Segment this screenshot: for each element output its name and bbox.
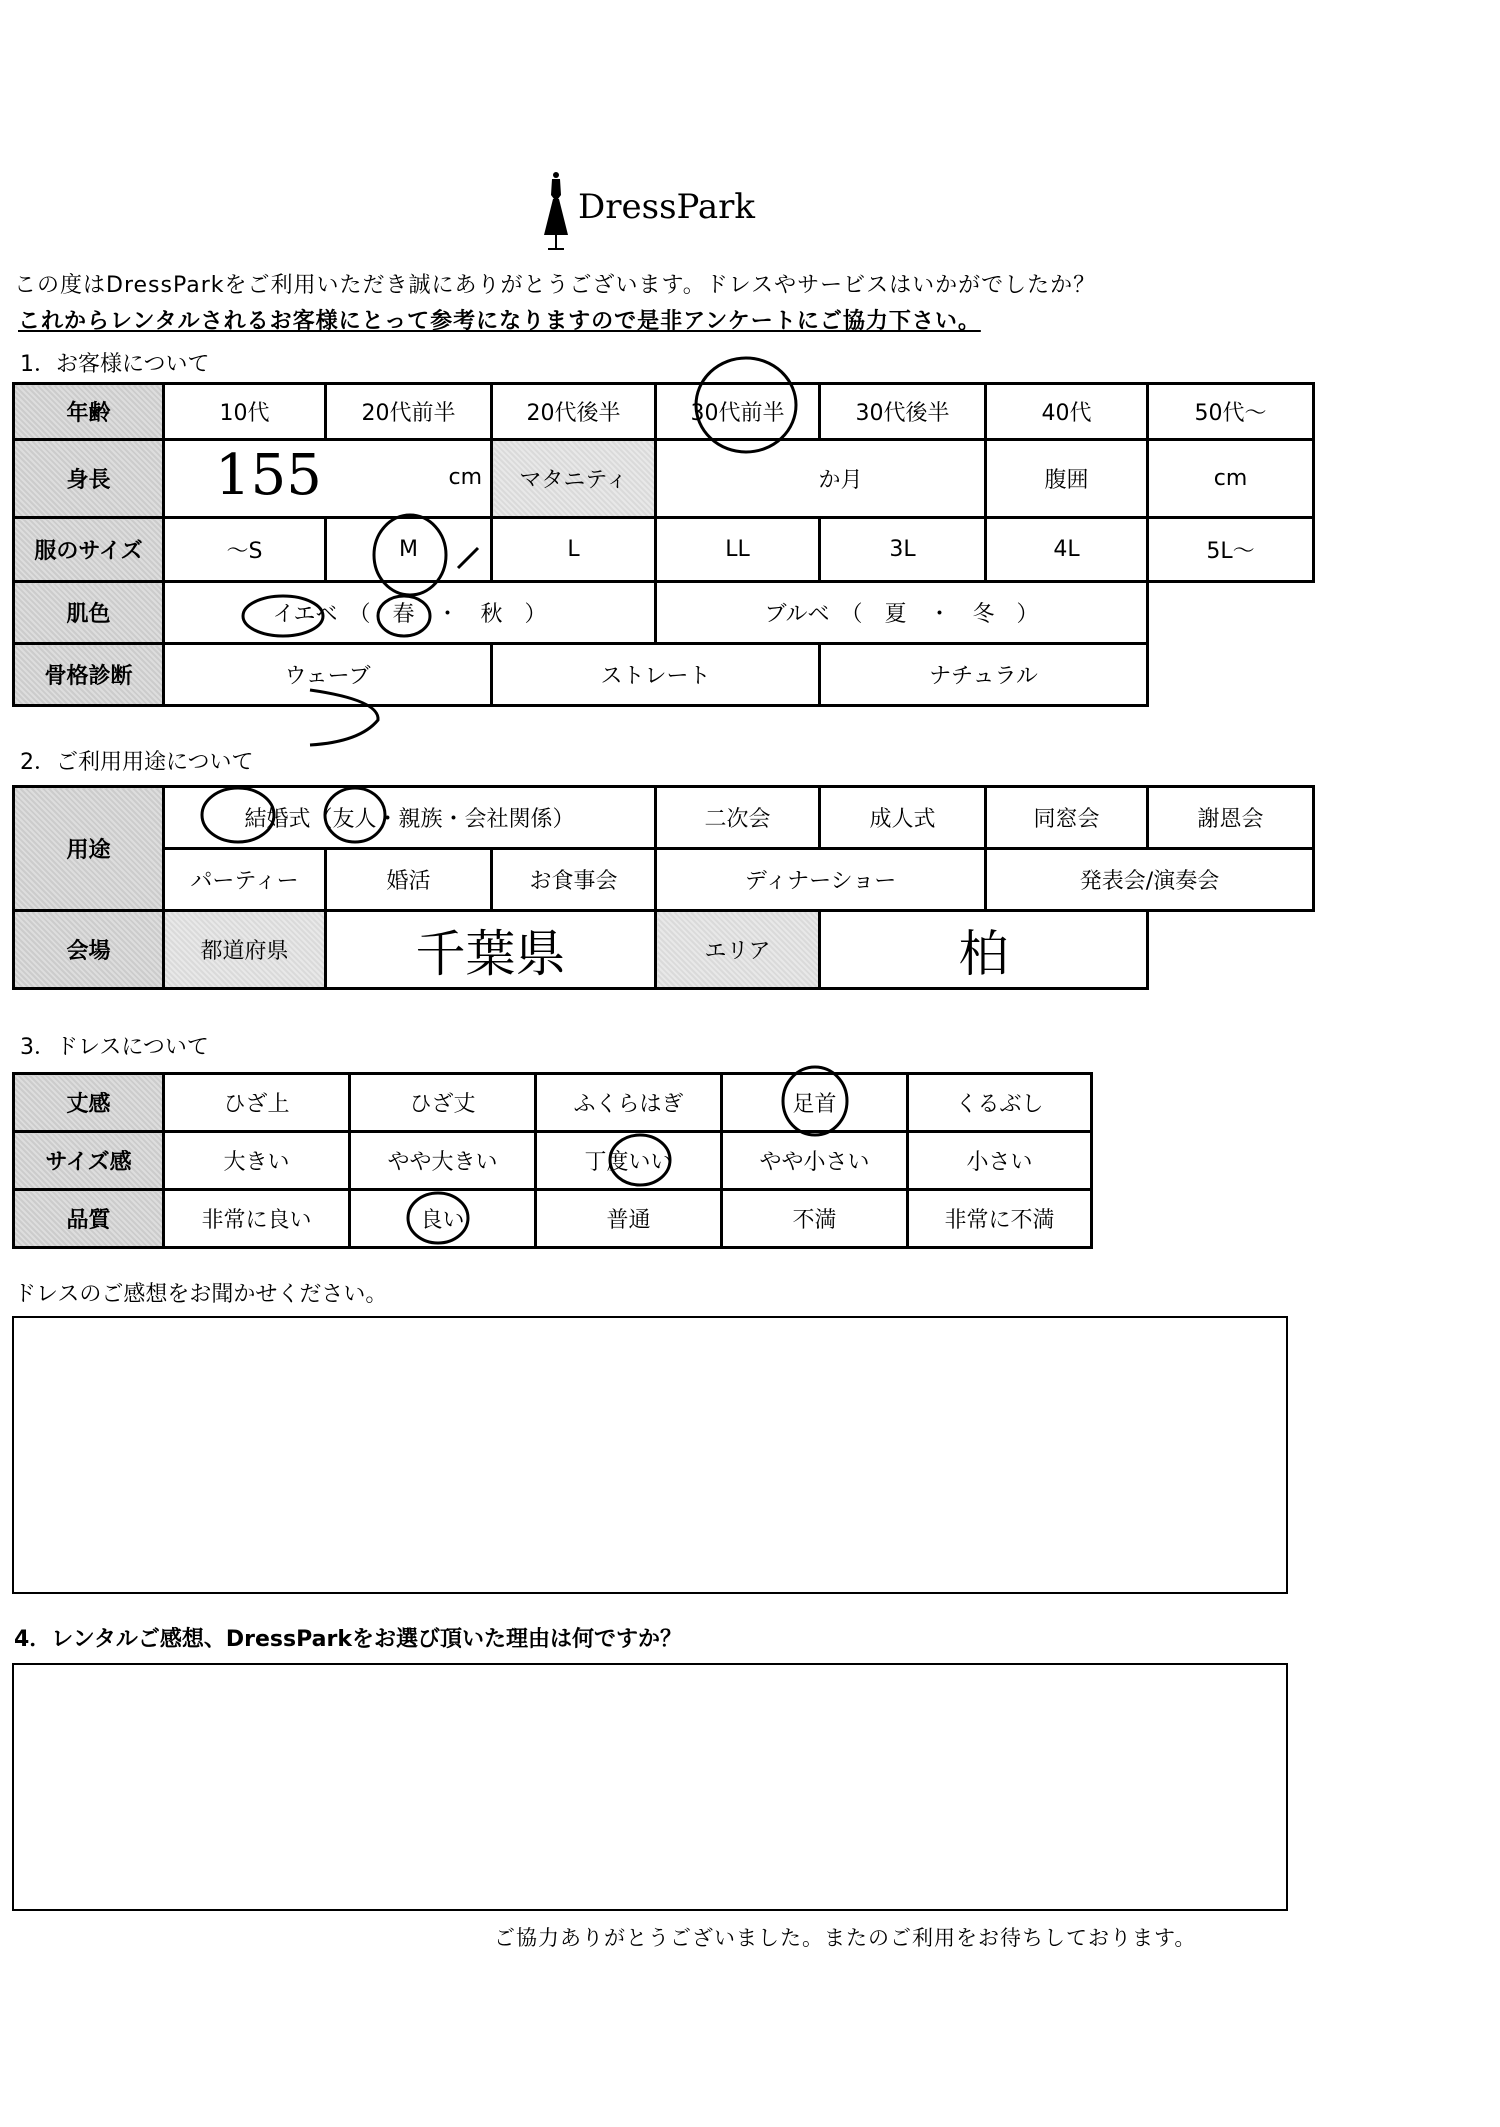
size-option[interactable]: 4L [986, 518, 1148, 582]
length-label: 丈感 [14, 1074, 164, 1132]
quality-row [14, 1190, 1092, 1248]
purpose-table [12, 785, 1315, 990]
dress-comment-box[interactable] [12, 1316, 1288, 1594]
reason-comment-box[interactable] [12, 1663, 1288, 1911]
size-option[interactable]: LL [656, 518, 820, 582]
age-option[interactable]: 50代～ [1148, 384, 1314, 440]
skin-row [14, 582, 1314, 644]
age-option[interactable]: 20代前半 [326, 384, 492, 440]
age-option[interactable]: 40代 [986, 384, 1148, 440]
purpose-option[interactable]: 謝恩会 [1148, 787, 1314, 849]
intro-request: これからレンタルされるお客様にとって参考になりますので是非アンケートにご協力下さい。 [18, 309, 981, 334]
fit-option[interactable]: 小さい [908, 1132, 1092, 1190]
height-field[interactable] [164, 440, 492, 518]
prefecture-field[interactable] [326, 911, 656, 989]
size-option[interactable]: 3L [820, 518, 986, 582]
quality-option[interactable]: 普通 [536, 1190, 722, 1248]
waist-unit[interactable]: cm [1148, 440, 1314, 518]
age-option[interactable]: 20代後半 [492, 384, 656, 440]
frame-option[interactable]: ストレート [492, 644, 820, 706]
purpose-option[interactable]: パーティー [164, 849, 326, 911]
height-row [14, 440, 1314, 518]
footer-thanks: ご協力ありがとうございました。またのご利用をお待ちしております。 [494, 1926, 1197, 1950]
customer-table [12, 382, 1315, 707]
age-option-selected[interactable]: 30代前半 [656, 384, 820, 440]
height-unit: cm [448, 465, 482, 490]
quality-label: 品質 [14, 1190, 164, 1248]
frame-label: 骨格診断 [14, 644, 164, 706]
fit-option-selected[interactable]: 丁度いい [536, 1132, 722, 1190]
length-option[interactable]: くるぶし [908, 1074, 1092, 1132]
area-value: 柏 [958, 924, 1009, 983]
section4-title: 4．レンタルご感想、DressParkをお選び頂いた理由は何ですか？ [14, 1627, 682, 1652]
maternity-label: マタニティ [492, 440, 656, 518]
prefecture-value: 千葉県 [415, 924, 566, 983]
length-option[interactable]: ふくらはぎ [536, 1074, 722, 1132]
purpose-wedding[interactable]: 結婚式（友人・親族・会社関係） [164, 787, 656, 849]
purpose-option[interactable]: 婚活 [326, 849, 492, 911]
skin-blue[interactable]: ブルベ （ 夏 ・ 冬 ） [656, 582, 1148, 644]
height-label: 身長 [14, 440, 164, 518]
section3-title: 3．ドレスについて [20, 1035, 209, 1060]
venue-label: 会場 [14, 911, 164, 989]
fit-option[interactable]: 大きい [164, 1132, 350, 1190]
dress-comment-prompt: ドレスのご感想をお聞かせください。 [14, 1282, 388, 1307]
frame-option[interactable]: ナチュラル [820, 644, 1148, 706]
age-row [14, 384, 1314, 440]
purpose-row-2 [14, 849, 1314, 911]
venue-row [14, 911, 1314, 989]
length-row [14, 1074, 1092, 1132]
maternity-months[interactable]: か月 [656, 440, 986, 518]
purpose-option[interactable]: お食事会 [492, 849, 656, 911]
length-option[interactable]: ひざ上 [164, 1074, 350, 1132]
brand-name: DressPark [578, 187, 756, 227]
height-value: 155 [215, 443, 322, 508]
size-option[interactable]: L [492, 518, 656, 582]
size-row [14, 518, 1314, 582]
size-label: 服のサイズ [14, 518, 164, 582]
size-option-selected[interactable]: M [326, 518, 492, 582]
fit-label: サイズ感 [14, 1132, 164, 1190]
purpose-option[interactable]: 成人式 [820, 787, 986, 849]
purpose-label: 用途 [14, 787, 164, 911]
purpose-option[interactable]: ディナーショー [656, 849, 986, 911]
purpose-option[interactable]: 発表会/演奏会 [986, 849, 1314, 911]
dress-icon [538, 165, 574, 255]
area-label: エリア [656, 911, 820, 989]
quality-option[interactable]: 非常に良い [164, 1190, 350, 1248]
length-option-selected[interactable]: 足首 [722, 1074, 908, 1132]
quality-option[interactable]: 不満 [722, 1190, 908, 1248]
skin-label: 肌色 [14, 582, 164, 644]
quality-option-selected[interactable]: 良い [350, 1190, 536, 1248]
length-option[interactable]: ひざ丈 [350, 1074, 536, 1132]
dresspark-logo [538, 165, 768, 255]
frame-row [14, 644, 1314, 706]
quality-option[interactable]: 非常に不満 [908, 1190, 1092, 1248]
purpose-option[interactable]: 同窓会 [986, 787, 1148, 849]
size-option[interactable]: ～S [164, 518, 326, 582]
size-option[interactable]: 5L～ [1148, 518, 1314, 582]
area-field[interactable] [820, 911, 1148, 989]
section2-title: 2．ご利用用途について [20, 750, 254, 775]
age-label: 年齢 [14, 384, 164, 440]
fit-option[interactable]: やや小さい [722, 1132, 908, 1190]
purpose-row-1 [14, 787, 1314, 849]
age-option[interactable]: 30代後半 [820, 384, 986, 440]
dress-table [12, 1072, 1093, 1249]
age-option[interactable]: 10代 [164, 384, 326, 440]
purpose-option[interactable]: 二次会 [656, 787, 820, 849]
fit-option[interactable]: やや大きい [350, 1132, 536, 1190]
prefecture-label: 都道府県 [164, 911, 326, 989]
frame-option-selected[interactable]: ウェーブ [164, 644, 492, 706]
skin-yellow[interactable]: イエベ （ 春 ・ 秋 ） [164, 582, 656, 644]
fit-row [14, 1132, 1092, 1190]
section1-title: 1．お客様について [20, 352, 210, 377]
intro-text: この度はDressParkをご利用いただき誠にありがとうございます。ドレスやサービスはいかがでしたか？ [14, 273, 1097, 298]
waist-label: 腹囲 [986, 440, 1148, 518]
